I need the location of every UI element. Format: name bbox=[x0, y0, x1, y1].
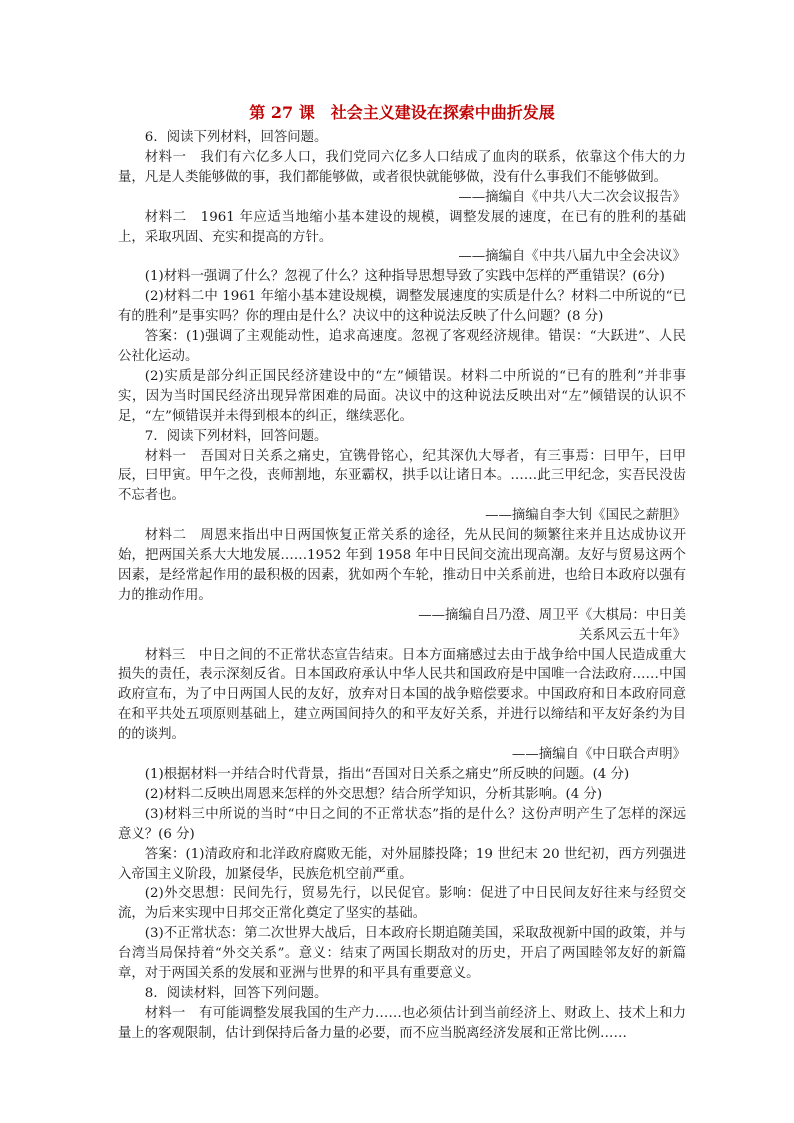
q7-answer-1: 答案：(1)清政府和北洋政府腐败无能，对外屈膝投降；19 世纪末 20 世纪初，西方列强进入帝国主义阶段，加紧侵华，民族危机空前严重。 bbox=[118, 846, 686, 882]
q7-material-1: 材料一 吾国对日关系之痛史，宜镌骨铭心，纪其深仇大辱者，有三事焉：曰甲午，曰甲辰，曰甲寅。甲午之役，丧师割地，东亚霸权，拱手以让诸日本。……此三甲纪念，实吾民没齿不忘者也。 bbox=[118, 448, 686, 504]
q6-material-2-source: ——摘编自《中共八届九中全会决议》 bbox=[458, 249, 686, 265]
lesson-title: 第 27 课 社会主义建设在探索中曲折发展 bbox=[249, 103, 555, 122]
question-7-heading: 7．阅读下列材料，回答问题。 bbox=[144, 428, 328, 444]
document-page bbox=[118, 102, 686, 1044]
q6-answer-2: (2)实质是部分纠正国民经济建设中的“左”倾错误。材料二中所说的“已有的胜利”并非事实，因为当时国民经济出现异常困难的局面。决议中的这种说法反映出对“左”倾错误的认识不足，“左”倾错误并未得到根本的纠正，继续恶化。 bbox=[118, 368, 686, 424]
q7-material-3: 材料三 中日之间的不正常状态宣告结束。日本方面痛感过去由于战争给中国人民造成重大损失的责任，表示深刻反省。日本国政府承认中华人民共和国政府是中国唯一合法政府……中国政府宣布，为了中日两国人民的友好，放弃对日本国的战争赔偿要求。中国政府和日本政府同意在和平共处五项原则基础上，建立两国间持久的和平友好关系，并进行以缔结和平友好条约为目的的谈判。 bbox=[118, 647, 686, 743]
q6-material-2: 材料二 1961 年应适当地缩小基本建设的规模，调整发展的速度，在已有的胜利的基础上，采取巩固、充实和提高的方针。 bbox=[118, 209, 686, 245]
q7-material-1-source: ——摘编自李大钊《国民之薪胆》 bbox=[485, 508, 686, 524]
q6-material-1-source: ——摘编自《中共八大二次会议报告》 bbox=[458, 189, 686, 205]
q7-answer-2: (2)外交思想：民间先行，贸易先行，以民促官。影响：促进了中日民间友好往来与经贸交流，为后来实现中日邦交正常化奠定了坚实的基础。 bbox=[118, 886, 686, 922]
q7-material-2-source: ——摘编自吕乃澄、周卫平《大棋局：中日美关系风云五十年》 bbox=[418, 607, 686, 643]
q7-material-3-source: ——摘编自《中日联合声明》 bbox=[511, 747, 686, 763]
q7-subquestion-2: (2)材料二反映出周恩来怎样的外交思想？结合所学知识，分析其影响。(4 分) bbox=[144, 786, 603, 802]
q7-material-2: 材料二 周恩来指出中日两国恢复正常关系的途径，先从民间的频繁往来并且达成协议开始，把两国关系大大地发展……1952 年到 1958 年中日民间交流出现高潮。友好与贸易这两个因素，是经常起作用的最积极的因素，犹如两个车轮，推动日中关系前进，也给日本政府以强有力的推动作用。 bbox=[118, 528, 686, 603]
q7-subquestion-3: (3)材料三中所说的当时“中日之间的不正常状态”指的是什么？这份声明产生了怎样的深远意义？(6 分) bbox=[118, 806, 686, 842]
q6-answer-1: 答案：(1)强调了主观能动性，追求高速度。忽视了客观经济规律。错误：“大跃进”、人民公社化运动。 bbox=[118, 329, 686, 364]
q7-answer-3: (3)不正常状态：第二次世界大战后，日本政府长期追随美国，采取敌视新中国的政策，并与台湾当局保持着“外交关系”。意义：结束了两国长期敌对的历史，开启了两国睦邻友好的新篇章，对于两国关系的发展和亚洲与世界的和平具有重要意义。 bbox=[118, 926, 686, 982]
q6-subquestion-1: (1)材料一强调了什么？忽视了什么？这种指导思想导致了实践中怎样的严重错误？(6分) bbox=[144, 269, 665, 285]
q6-material-1: 材料一 我们有六亿多人口，我们党同六亿多人口结成了血肉的联系，依靠这个伟大的力量，凡是人类能够做的事，我们都能够做，或者很快就能够做，没有什么事我们不能够做到。 bbox=[118, 149, 686, 185]
question-6-heading: 6．阅读下列材料，回答问题。 bbox=[144, 130, 328, 145]
q7-subquestion-1: (1)根据材料一并结合时代背景，指出“吾国对日关系之痛史”所反映的问题。(4 分) bbox=[144, 767, 630, 782]
q8-material-1: 材料一 有可能调整发展我国的生产力……也必须估计到当前经济上、财政上、技术上和力量上的客观限制，估计到保持后备力量的必要，而不应当脱离经济发展和正常比例…… bbox=[118, 1005, 686, 1041]
question-8-heading: 8．阅读材料，回答下列问题。 bbox=[144, 985, 328, 1001]
q6-subquestion-2: (2)材料二中 1961 年缩小基本建设规模，调整发展速度的实质是什么？材料二中所说的“已有的胜利”是事实吗？你的理由是什么？决议中的这种说法反映了什么问题？(8 分) bbox=[118, 289, 686, 325]
